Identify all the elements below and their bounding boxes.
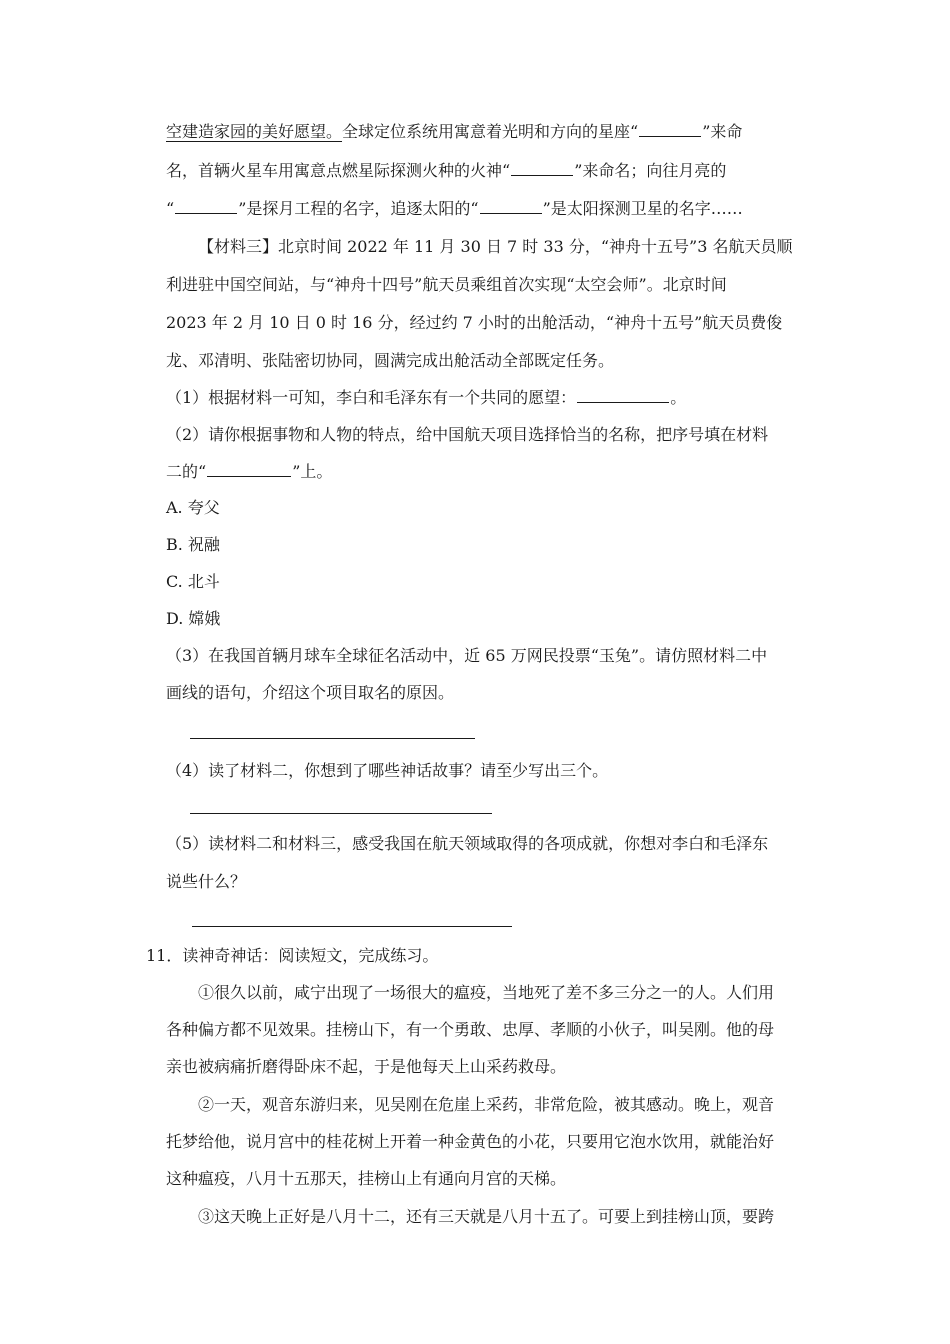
question-5-line-1: （5）读材料二和材料三，感受我国在航天领域取得的各项成就，你想对李白和毛泽东 — [166, 834, 769, 853]
question-5-line-2: 说些什么？ — [166, 872, 247, 891]
option-a[interactable]: A. 夸父 — [166, 498, 220, 517]
answer-blank[interactable] — [207, 462, 291, 477]
passage-p1-line-1: ①很久以前，咸宁出现了一场很大的瘟疫，当地死了差不多三分之一的人。人们用 — [198, 983, 775, 1002]
answer-blank[interactable] — [639, 122, 701, 137]
question-1: （1）根据材料一可知，李白和毛泽东有一个共同的愿望： 。 — [166, 388, 687, 407]
material3-line-2: 利进驻中国空间站，与“神舟十四号”航天员乘组首次实现“太空会师”。北京时间 — [166, 275, 727, 294]
underlined-sentence: 空建造家园的美好愿望。 — [166, 122, 343, 141]
option-d[interactable]: D. 嫦娥 — [166, 609, 221, 628]
passage-p1-line-2: 各种偏方都不见效果。挂榜山下，有一个勇敢、忠厚、孝顺的小伙子，叫吴刚。他的母 — [166, 1020, 775, 1039]
material3-line-1: 【材料三】北京时间 2022 年 11 月 30 日 7 时 33 分，“神舟十五号”3 名航天员顺 — [198, 237, 793, 256]
answer-blank[interactable] — [511, 161, 573, 176]
material2-line-1: 空建造家园的美好愿望。全球定位系统用寓意着光明和方向的星座“ ”来命 — [166, 122, 743, 141]
passage-p2-line-3: 这种瘟疫，八月十五那天，挂榜山上有通向月宫的天梯。 — [166, 1169, 567, 1188]
question-3-line-1: （3）在我国首辆月球车全球征名活动中，近 65 万网民投票“玉兔”。请仿照材料二中 — [166, 646, 768, 665]
material2-line-2: 名，首辆火星车用寓意点燃星际探测火种的火神“ ”来命名；向往月亮的 — [166, 161, 727, 180]
option-b[interactable]: B. 祝融 — [166, 535, 220, 554]
answer-line-3[interactable] — [190, 738, 475, 739]
option-c[interactable]: C. 北斗 — [166, 572, 220, 591]
answer-line-5[interactable] — [192, 926, 512, 927]
question-2-line-1: （2）请你根据事物和人物的特点，给中国航天项目选择恰当的名称，把序号填在材料 — [166, 425, 769, 444]
material3-line-4: 龙、邓清明、张陆密切协同，圆满完成出舱活动全部既定任务。 — [166, 351, 615, 370]
passage-p2-line-1: ②一天，观音东游归来，见吴刚在危崖上采药，非常危险，被其感动。晚上，观音 — [198, 1095, 775, 1114]
answer-line-4[interactable] — [190, 813, 492, 814]
passage-p2-line-2: 托梦给他，说月宫中的桂花树上开着一种金黄色的小花，只要用它泡水饮用，就能治好 — [166, 1132, 775, 1151]
passage-p3-line-1: ③这天晚上正好是八月十二，还有三天就是八月十五了。可要上到挂榜山顶，要跨 — [198, 1207, 775, 1226]
question-11-title: 11．读神奇神话：阅读短文，完成练习。 — [146, 946, 439, 965]
question-2-line-2: 二的“ ”上。 — [166, 462, 333, 481]
material2-line-3: “ ”是探月工程的名字，追逐太阳的“ ”是太阳探测卫星的名字…… — [166, 199, 743, 218]
material3-line-3: 2023 年 2 月 10 日 0 时 16 分，经过约 7 小时的出舱活动，“神舟十五号”航天员费俊 — [166, 313, 783, 332]
question-3-line-2: 画线的语句，介绍这个项目取名的原因。 — [166, 683, 455, 702]
answer-blank[interactable] — [175, 199, 237, 214]
passage-p1-line-3: 亲也被病痛折磨得卧床不起，于是他每天上山采药救母。 — [166, 1057, 567, 1076]
answer-blank[interactable] — [480, 199, 542, 214]
answer-blank[interactable] — [577, 388, 669, 403]
question-4: （4）读了材料二，你想到了哪些神话故事？请至少写出三个。 — [166, 761, 609, 780]
